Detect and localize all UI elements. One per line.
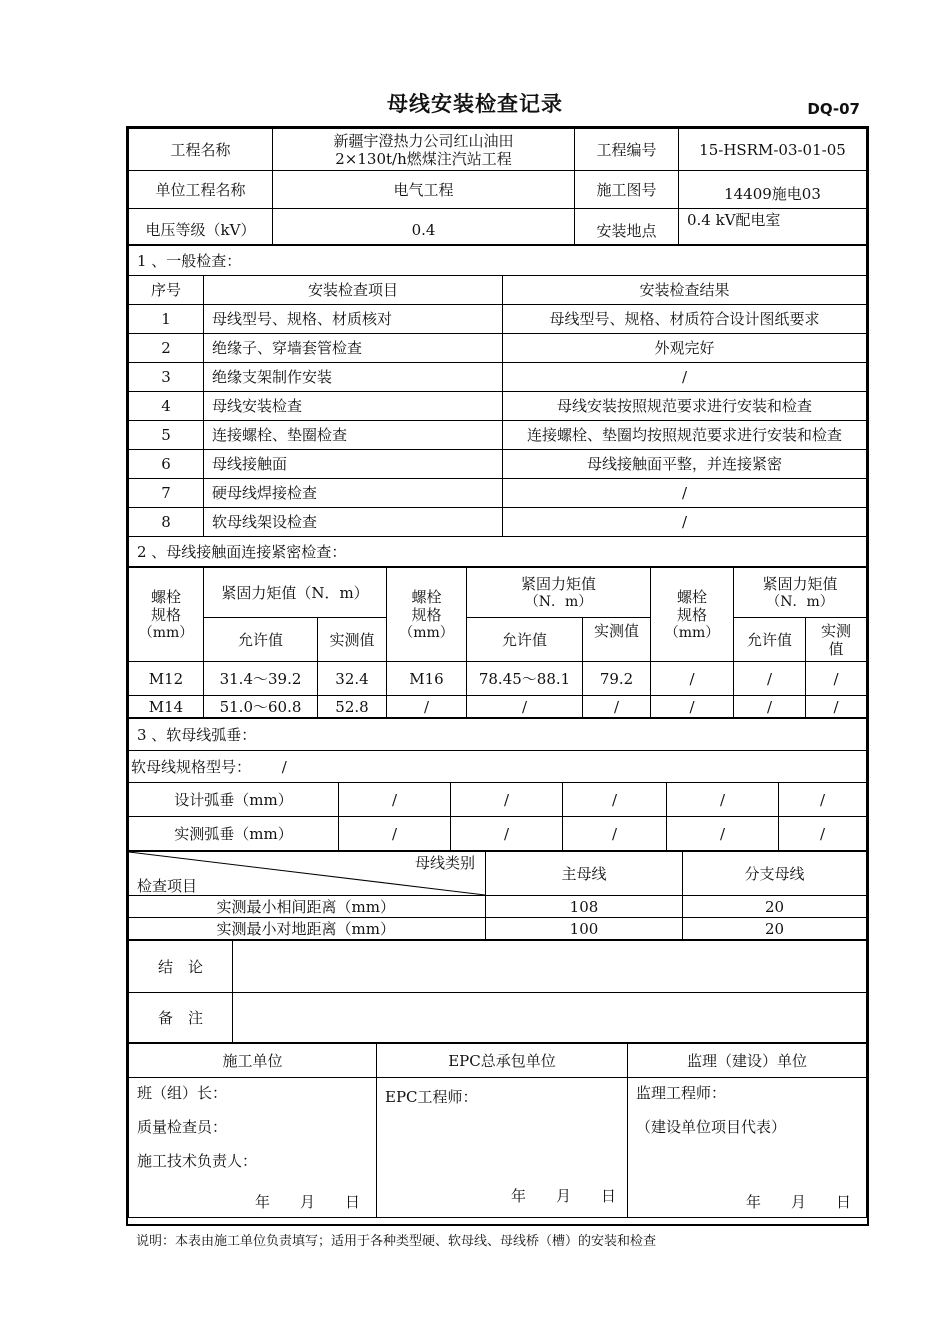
cell: / xyxy=(806,662,867,696)
contractor-date: 年 月 日 xyxy=(255,1193,361,1211)
row-result: 母线接触面平整，并连接紧密 xyxy=(503,450,867,479)
supervisor-sign-cell xyxy=(628,1078,867,1218)
allow-header: 允许值 xyxy=(734,618,806,662)
row-item: 连接螺栓、垫圈检查 xyxy=(204,421,503,450)
phase-distance-label: 实测最小相间距离（mm） xyxy=(129,896,486,918)
signature-table xyxy=(128,1043,867,1218)
cell: 20 xyxy=(683,918,867,940)
row-result: 外观完好 xyxy=(503,334,867,363)
owner-rep-label: （建设单位项目代表） xyxy=(636,1118,787,1136)
bolt-l2: 规格 xyxy=(411,605,442,624)
row-result: 连接螺栓、垫圈均按照规范要求进行安装和检查 xyxy=(503,421,867,450)
row-no: 7 xyxy=(129,479,204,508)
torque-header: 紧固力矩值（N．m） xyxy=(204,568,387,618)
sag-section-title: 3 、软母线弧垂： xyxy=(129,719,867,751)
supervisor-date: 年 月 日 xyxy=(746,1193,852,1211)
measured-header xyxy=(806,618,867,662)
bolt-l3: （mm） xyxy=(399,624,454,641)
torque-table xyxy=(128,567,867,718)
row-item: 母线安装检查 xyxy=(204,392,503,421)
torque-l2: （N．m） xyxy=(524,593,593,610)
epc-engineer-label: EPC工程师： xyxy=(385,1088,478,1106)
cell: / xyxy=(387,696,467,718)
torque-header xyxy=(734,568,867,618)
contractor-header: 施工单位 xyxy=(129,1044,377,1078)
ground-distance-label: 实测最小对地距离（mm） xyxy=(129,918,486,940)
allow-header: 允许值 xyxy=(467,618,583,662)
page-title: 母线安装检查记录 xyxy=(387,92,563,116)
cell: / xyxy=(779,783,867,817)
busbar-type-label: 母线类别 xyxy=(414,854,475,872)
sag-spec-row xyxy=(129,751,867,783)
table-row xyxy=(129,783,867,817)
cell: / xyxy=(734,696,806,718)
cell: 100 xyxy=(486,918,683,940)
bolt-l3: （mm） xyxy=(138,624,194,641)
cell: M14 xyxy=(129,696,204,718)
row-no: 8 xyxy=(129,508,204,537)
inspection-form xyxy=(126,126,869,1226)
cell: / xyxy=(563,783,667,817)
row-no: 6 xyxy=(129,450,204,479)
remark-field[interactable] xyxy=(233,993,867,1043)
torque-section-title: 2 、母线接触面连接紧密检查： xyxy=(129,537,867,567)
unit-name-label: 单位工程名称 xyxy=(129,171,273,209)
footer-note: 说明：本表由施工单位负责填写；适用于各种类型硬、软母线、母线桥（槽）的安装和检查 xyxy=(136,1234,657,1249)
cell: / xyxy=(339,817,451,851)
voltage-label: 电压等级（kV） xyxy=(129,209,273,245)
epc-date: 年 月 日 xyxy=(511,1187,617,1205)
design-sag-label: 设计弧垂（mm） xyxy=(129,783,339,817)
torque-l1: 紧固力矩值 xyxy=(762,574,838,593)
torque-header xyxy=(467,568,651,618)
row-item: 硬母线焊接检查 xyxy=(204,479,503,508)
table-row xyxy=(129,305,867,334)
row-result: / xyxy=(503,479,867,508)
cell: 51.0～60.8 xyxy=(204,696,318,718)
row-item: 绝缘子、穿墙套管检查 xyxy=(204,334,503,363)
bolt-spec-header xyxy=(651,568,734,662)
header-table xyxy=(128,128,867,245)
location-label: 安装地点 xyxy=(575,209,679,245)
project-name-label: 工程名称 xyxy=(129,129,273,171)
cell: 108 xyxy=(486,896,683,918)
table-row xyxy=(129,508,867,537)
bolt-l2: 规格 xyxy=(150,605,181,624)
cell: 78.45～88.1 xyxy=(467,662,583,696)
cell: 32.4 xyxy=(318,662,387,696)
general-section-title: 1 、一般检查： xyxy=(129,246,867,276)
table-row xyxy=(129,363,867,392)
row-result: / xyxy=(503,508,867,537)
row-result: 母线型号、规格、材质符合设计图纸要求 xyxy=(503,305,867,334)
row-no: 5 xyxy=(129,421,204,450)
tech-lead-label: 施工技术负责人： xyxy=(137,1152,258,1170)
location-value: 0.4 kV配电室 xyxy=(679,209,867,245)
sag-spec-value: / xyxy=(281,757,287,776)
cell: / xyxy=(651,696,734,718)
conclusion-table xyxy=(128,940,867,1043)
cell: / xyxy=(667,783,779,817)
cell: 20 xyxy=(683,896,867,918)
cell: / xyxy=(563,817,667,851)
measured-header: 实测值 xyxy=(318,618,387,662)
epc-header: EPC总承包单位 xyxy=(377,1044,628,1078)
cell: / xyxy=(779,817,867,851)
bolt-l3: （mm） xyxy=(664,624,720,641)
project-no-label: 工程编号 xyxy=(575,129,679,171)
diagonal-header xyxy=(129,852,486,896)
sag-spec-label: 软母线规格型号： xyxy=(131,757,252,776)
bolt-spec-header xyxy=(387,568,467,662)
cell: M16 xyxy=(387,662,467,696)
general-check-table xyxy=(128,245,867,567)
cell: / xyxy=(734,662,806,696)
foreman-label: 班（组）长： xyxy=(137,1084,228,1102)
branch-bus-header: 分支母线 xyxy=(683,852,867,896)
project-name-value xyxy=(273,129,575,171)
project-no-value: 15-HSRM-03-01-05 xyxy=(679,129,867,171)
drawing-no-label: 施工图号 xyxy=(575,171,679,209)
table-row xyxy=(129,696,867,718)
measured-l2: 值 xyxy=(828,639,844,658)
conclusion-field[interactable] xyxy=(233,941,867,993)
bolt-spec-header xyxy=(129,568,204,662)
row-no: 2 xyxy=(129,334,204,363)
cell: / xyxy=(583,696,651,718)
cell: M12 xyxy=(129,662,204,696)
cell: 79.2 xyxy=(583,662,651,696)
row-item: 母线接触面 xyxy=(204,450,503,479)
table-row xyxy=(129,662,867,696)
row-no: 4 xyxy=(129,392,204,421)
table-row xyxy=(129,421,867,450)
bolt-l1: 螺栓 xyxy=(150,587,181,606)
quality-label: 质量检查员： xyxy=(137,1118,228,1136)
bolt-l1: 螺栓 xyxy=(677,587,708,606)
supervisor-engineer-label: 监理工程师： xyxy=(636,1084,727,1102)
row-item: 绝缘支架制作安装 xyxy=(204,363,503,392)
supervisor-header: 监理（建设）单位 xyxy=(628,1044,867,1078)
torque-l1: 紧固力矩值 xyxy=(521,574,597,593)
conclusion-label: 结 论 xyxy=(129,941,233,993)
measured-l1: 实测 xyxy=(821,621,852,640)
check-item-label: 检查项目 xyxy=(137,877,198,895)
remark-label: 备 注 xyxy=(129,993,233,1043)
table-row xyxy=(129,334,867,363)
table-row xyxy=(129,392,867,421)
cell: / xyxy=(339,783,451,817)
distance-table xyxy=(128,851,867,940)
row-item: 母线型号、规格、材质核对 xyxy=(204,305,503,334)
table-row xyxy=(129,896,867,918)
form-code: DQ-07 xyxy=(807,100,860,118)
table-row xyxy=(129,450,867,479)
torque-l2: （N．m） xyxy=(766,593,834,610)
cell: / xyxy=(451,783,563,817)
col-result-header: 安装检查结果 xyxy=(503,276,867,305)
row-result: 母线安装按照规范要求进行安装和检查 xyxy=(503,392,867,421)
measured-sag-label: 实测弧垂（mm） xyxy=(129,817,339,851)
col-no-header: 序号 xyxy=(129,276,204,305)
col-item-header: 安装检查项目 xyxy=(204,276,503,305)
bolt-l2: 规格 xyxy=(677,605,708,624)
bolt-l1: 螺栓 xyxy=(411,587,442,606)
project-name-line1: 新疆宇澄热力公司红山油田 xyxy=(333,131,514,150)
sag-table xyxy=(128,718,867,851)
cell: / xyxy=(467,696,583,718)
project-name-line2: 2×130t/h燃煤注汽站工程 xyxy=(335,149,512,168)
cell: / xyxy=(451,817,563,851)
row-no: 1 xyxy=(129,305,204,334)
table-row xyxy=(129,918,867,940)
contractor-sign-cell xyxy=(129,1078,377,1218)
row-result: / xyxy=(503,363,867,392)
unit-name-value: 电气工程 xyxy=(273,171,575,209)
row-no: 3 xyxy=(129,363,204,392)
main-bus-header: 主母线 xyxy=(486,852,683,896)
cell: 31.4～39.2 xyxy=(204,662,318,696)
cell: / xyxy=(651,662,734,696)
epc-sign-cell xyxy=(377,1078,628,1218)
voltage-value: 0.4 xyxy=(273,209,575,245)
cell: 52.8 xyxy=(318,696,387,718)
cell: / xyxy=(667,817,779,851)
measured-header: 实测值 xyxy=(583,618,651,662)
allow-header: 允许值 xyxy=(204,618,318,662)
drawing-no-value: 14409施电03 xyxy=(679,171,867,209)
table-row xyxy=(129,479,867,508)
table-row xyxy=(129,817,867,851)
row-item: 软母线架设检查 xyxy=(204,508,503,537)
cell: / xyxy=(806,696,867,718)
